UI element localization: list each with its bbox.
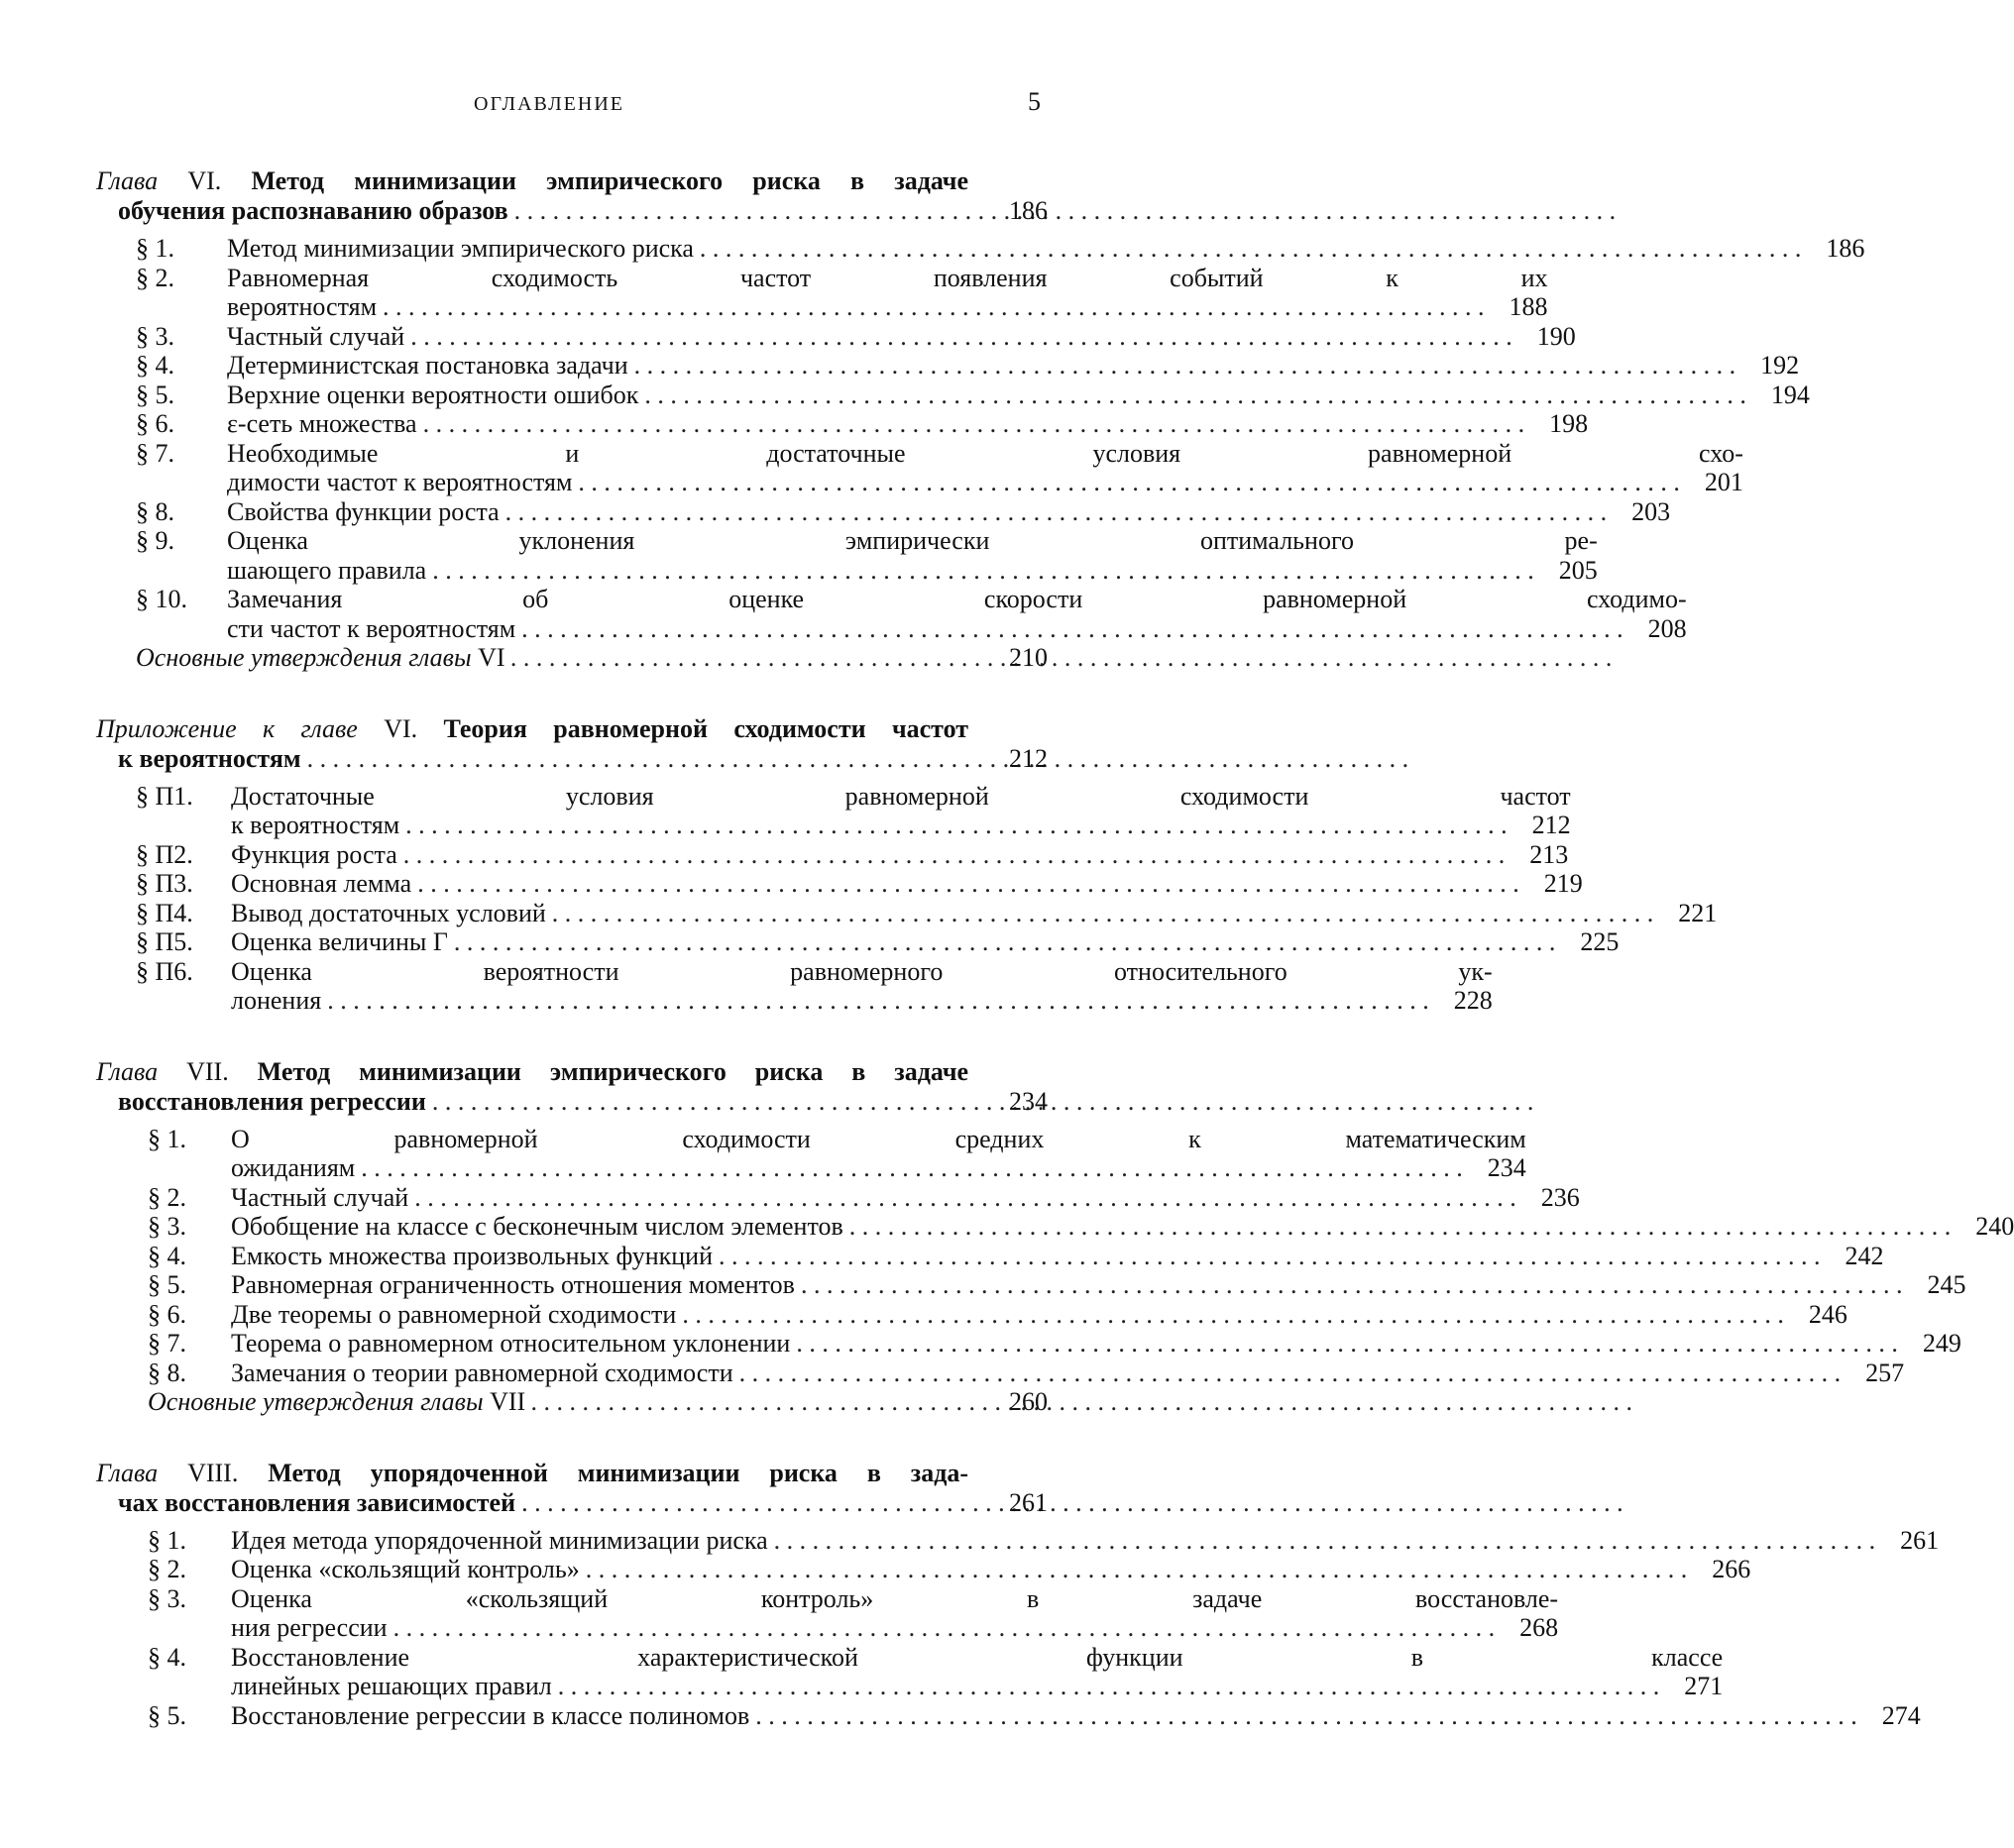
section-page: 257: [1865, 1358, 1905, 1387]
section-page: 203: [1631, 496, 1671, 526]
toc-section: [136, 927, 1620, 957]
section-number: § 3.: [148, 1212, 186, 1241]
leader-dots: [525, 1387, 984, 1417]
section-list: [96, 781, 1718, 1016]
chapter-numeral: VI.: [384, 713, 418, 743]
toc-section: [148, 1642, 1724, 1701]
toc-section: [148, 1299, 1847, 1330]
leader-dots: [388, 1613, 1496, 1643]
toc-section: [136, 380, 1810, 410]
section-number: § 9.: [136, 526, 174, 555]
section-page: 228: [1453, 986, 1493, 1015]
table-of-contents: [96, 166, 2014, 1772]
toc-section: [136, 263, 1548, 322]
chapter-page: 212: [1009, 743, 1048, 773]
section-page: 249: [1922, 1329, 1961, 1358]
section-page: 213: [1529, 839, 1569, 869]
section-title: ожиданиям: [231, 1153, 356, 1182]
section-title: Замечания о теории равномерной сходимости: [231, 1358, 733, 1387]
section-number: § П1.: [136, 781, 193, 811]
chapter-numeral: VIII.: [187, 1458, 239, 1487]
section-page: 274: [1881, 1700, 1921, 1730]
section-page: 212: [1531, 811, 1571, 839]
leader-dots: [417, 409, 1525, 439]
leader-dots: [790, 1329, 1898, 1359]
section-title: Идея метода упорядоченной минимизации риска: [231, 1525, 768, 1555]
section-title: шающего правила: [227, 555, 427, 585]
section-page: 245: [1927, 1270, 1966, 1299]
section-number: § 8.: [136, 496, 174, 526]
leader-dots: [733, 1359, 1842, 1388]
leader-dots: [552, 1672, 1660, 1701]
chapter-title-cont: обучения распознаванию образов: [118, 196, 508, 225]
toc-section: [148, 1525, 1940, 1556]
toc-section: [148, 1182, 1580, 1213]
section-page: 188: [1509, 292, 1548, 321]
section-title: Восстановление регрессии в классе полиномов: [231, 1700, 750, 1730]
section-title: линейных решающих правил: [231, 1672, 552, 1700]
chapter-heading: [96, 166, 968, 196]
section-number: § 2.: [136, 263, 174, 292]
toc-section: [136, 898, 1718, 928]
summary-page: 260: [1009, 1387, 1048, 1416]
chapter-page: 186: [1009, 196, 1048, 225]
section-title: Достаточные условия равномерной сходимости частот: [231, 781, 1571, 811]
section-title: Функция роста: [231, 839, 397, 869]
chapter-label: Приложение к главе: [96, 713, 358, 743]
section-list: [96, 1525, 1940, 1731]
chapter-heading-cont: [96, 1087, 1048, 1117]
section-title: Метод минимизации эмпирического риска: [227, 234, 694, 263]
leader-dots: [505, 643, 984, 673]
section-title: Необходимые и достаточные условия равномерной схо-: [227, 438, 1743, 468]
leader-dots: [515, 614, 1623, 644]
section-title: Оценка величины Г: [231, 927, 448, 956]
section-number: § П6.: [136, 956, 193, 986]
chapter-heading-cont: [96, 196, 1048, 226]
section-number: § 5.: [148, 1700, 186, 1730]
section-number: § 2.: [148, 1555, 186, 1583]
section-page: 208: [1647, 613, 1687, 643]
section-title: ния регрессии: [231, 1613, 388, 1642]
summary-page: 210: [1009, 643, 1048, 672]
chapter-label: Глава: [96, 1458, 159, 1487]
toc-chapter: [96, 166, 1865, 673]
toc-chapter: [96, 713, 1718, 1016]
section-title: Частный случай: [227, 321, 405, 351]
leader-dots: [321, 986, 1429, 1016]
toc-section: [148, 1124, 1526, 1183]
section-number: § 8.: [148, 1358, 186, 1387]
section-number: § 4.: [148, 1241, 186, 1270]
section-number: § 10.: [136, 585, 187, 613]
chapter-title-cont: чах восстановления зависимостей: [118, 1487, 516, 1517]
page-header: [0, 87, 1189, 123]
section-page: 266: [1712, 1555, 1751, 1583]
leader-dots: [713, 1242, 1821, 1271]
toc-section: [136, 351, 1800, 380]
section-page: 192: [1760, 351, 1800, 380]
leader-dots: [408, 1183, 1516, 1213]
leader-dots: [768, 1526, 1876, 1556]
section-number: § 4.: [136, 351, 174, 380]
leader-dots: [694, 234, 1802, 264]
section-number: § 3.: [148, 1583, 186, 1613]
section-title: ε-сеть множества: [227, 409, 417, 438]
chapter-numeral: VII.: [186, 1056, 229, 1086]
chapter-page: 234: [1009, 1086, 1048, 1116]
section-page: 246: [1808, 1299, 1847, 1329]
chapter-title-cont: восстановления регрессии: [118, 1086, 426, 1116]
toc-section: [136, 585, 1687, 643]
section-title: Оценка «скользящий контроль»: [231, 1555, 580, 1583]
summary-text: Основные утверждения главы: [148, 1387, 484, 1416]
toc-section: [136, 234, 1865, 264]
section-number: § 1.: [136, 234, 174, 263]
toc-section: [136, 956, 1493, 1016]
section-title: Равномерная сходимость частот появления событий к их: [227, 263, 1548, 292]
chapter-title: Метод минимизации эмпирического риска в задаче: [251, 166, 969, 195]
toc-section: [148, 1212, 2014, 1242]
section-title: Основная лемма: [231, 869, 412, 898]
leader-dots: [546, 899, 1654, 928]
section-number: § 1.: [148, 1525, 186, 1555]
chapter-heading-cont: [96, 1488, 1048, 1518]
toc-section: [136, 839, 1569, 870]
leader-dots: [795, 1270, 1903, 1300]
section-number: § 1.: [148, 1124, 186, 1153]
section-number: § П4.: [136, 898, 193, 927]
section-number: § 5.: [136, 380, 174, 409]
section-title: вероятностям: [227, 292, 378, 321]
toc-section: [136, 526, 1598, 585]
section-title: Оценка «скользящий контроль» в задаче восстановле-: [231, 1583, 1559, 1613]
chapter-numeral: VI.: [187, 166, 222, 195]
section-page: 194: [1770, 380, 1810, 409]
chapter-title: Теория равномерной сходимости частот: [443, 713, 969, 743]
chapter-heading: [96, 1057, 968, 1087]
section-list: [96, 234, 1865, 673]
section-title: лонения: [231, 986, 322, 1015]
leader-dots: [508, 196, 984, 226]
section-page: 271: [1684, 1672, 1724, 1700]
chapter-heading: [96, 1459, 968, 1488]
running-title: ОГЛАВЛЕНИЕ: [474, 93, 624, 115]
section-title: Детерминистская постановка задачи: [227, 351, 628, 380]
page-number: 5: [1028, 87, 1041, 116]
section-page: 236: [1540, 1182, 1580, 1212]
toc-section: [148, 1555, 1751, 1584]
section-page: 234: [1487, 1153, 1526, 1182]
section-title: Оценка уклонения эмпирически оптимального ре-: [227, 526, 1598, 555]
section-title: Теорема о равномерном относительном уклонении: [231, 1329, 791, 1358]
section-number: § 6.: [148, 1299, 186, 1329]
section-page: 201: [1704, 468, 1743, 496]
section-number: § 6.: [136, 409, 174, 438]
toc-section: [136, 438, 1743, 497]
toc-section: [136, 781, 1571, 840]
section-page: 225: [1580, 927, 1620, 956]
section-title: Вывод достаточных условий: [231, 898, 546, 927]
section-number: § 7.: [136, 438, 174, 468]
section-title: Оценка вероятности равномерного относительного ук-: [231, 956, 1493, 986]
summary-text: Основные утверждения главы: [136, 643, 472, 672]
chapter-heading-cont: [96, 744, 1048, 774]
section-title: сти частот к вероятностям: [227, 613, 516, 643]
section-page: 261: [1900, 1525, 1940, 1555]
section-page: 219: [1543, 869, 1583, 898]
toc-section: [136, 409, 1589, 439]
toc-section: [148, 1358, 1905, 1388]
section-list: [96, 1124, 2014, 1417]
toc-section: [136, 496, 1671, 527]
toc-section: [136, 869, 1583, 899]
section-page: 190: [1536, 321, 1576, 351]
toc-chapter: [96, 1056, 2014, 1417]
leader-dots: [843, 1212, 1952, 1242]
toc-section: [148, 1583, 1559, 1643]
leader-dots: [397, 840, 1506, 870]
section-number: § 5.: [148, 1270, 186, 1299]
toc-section: [136, 321, 1576, 352]
leader-dots: [572, 468, 1680, 497]
section-title: Равномерная ограниченность отношения моментов: [231, 1270, 795, 1299]
section-page: 205: [1558, 555, 1598, 585]
section-title: к вероятностям: [231, 811, 400, 839]
section-number: § 4.: [148, 1642, 186, 1672]
chapter-title-cont: к вероятностям: [118, 743, 301, 773]
leader-dots: [399, 811, 1508, 840]
chapter-page: 261: [1009, 1487, 1048, 1517]
section-title: Две теоремы о равномерной сходимости: [231, 1299, 677, 1329]
section-title: Частный случай: [231, 1182, 409, 1212]
section-page: 186: [1826, 234, 1865, 263]
chapter-label: Глава: [96, 166, 159, 195]
leader-dots: [377, 292, 1485, 322]
section-page: 198: [1549, 409, 1589, 438]
section-page: 240: [1975, 1212, 2014, 1241]
section-page: 268: [1519, 1613, 1559, 1642]
section-number: § П2.: [136, 839, 193, 869]
leader-dots: [404, 322, 1512, 352]
section-title: Емкость множества произвольных функций: [231, 1241, 714, 1270]
leader-dots: [628, 351, 1736, 380]
section-title: Замечания об оценке скорости равномерной сходимо-: [227, 585, 1687, 613]
section-page: 242: [1845, 1241, 1884, 1270]
chapter-title: Метод упорядоченной минимизации риска в зада-: [268, 1458, 969, 1487]
section-number: § П5.: [136, 927, 193, 956]
leader-dots: [301, 744, 984, 774]
toc-section: [148, 1700, 1921, 1731]
leader-dots: [355, 1153, 1463, 1183]
section-number: § 2.: [148, 1182, 186, 1212]
section-number: § П3.: [136, 869, 193, 898]
toc-section: [148, 1270, 1966, 1300]
summary-numeral: VII: [490, 1387, 526, 1416]
leader-dots: [749, 1701, 1857, 1731]
toc-section: [148, 1329, 1961, 1359]
leader-dots: [448, 927, 1556, 957]
leader-dots: [411, 869, 1519, 899]
leader-dots: [638, 380, 1746, 410]
chapter-summary: [136, 643, 1048, 673]
section-title: Обобщение на классе с бесконечным числом элементов: [231, 1212, 843, 1241]
leader-dots: [515, 1488, 984, 1518]
section-number: § 7.: [148, 1329, 186, 1358]
section-title: О равномерной сходимости средних к математическим: [231, 1124, 1526, 1153]
section-title: Восстановление характеристической функции в классе: [231, 1642, 1724, 1672]
section-title: димости частот к вероятностям: [227, 468, 573, 496]
leader-dots: [676, 1300, 1784, 1330]
toc-chapter: [96, 1458, 1940, 1731]
section-title: Верхние оценки вероятности ошибок: [227, 380, 639, 409]
section-title: Свойства функции роста: [227, 496, 500, 526]
section-page: 221: [1678, 898, 1718, 927]
chapter-summary: [148, 1387, 1048, 1417]
summary-numeral: VI: [478, 643, 505, 672]
leader-dots: [426, 556, 1534, 586]
section-number: § 3.: [136, 321, 174, 351]
toc-section: [148, 1241, 1884, 1271]
chapter-title: Метод минимизации эмпирического риска в задаче: [257, 1056, 969, 1086]
leader-dots: [500, 497, 1608, 527]
chapter-label: Глава: [96, 1056, 159, 1086]
leader-dots: [580, 1555, 1688, 1584]
chapter-heading: [96, 714, 968, 744]
leader-dots: [426, 1087, 984, 1117]
